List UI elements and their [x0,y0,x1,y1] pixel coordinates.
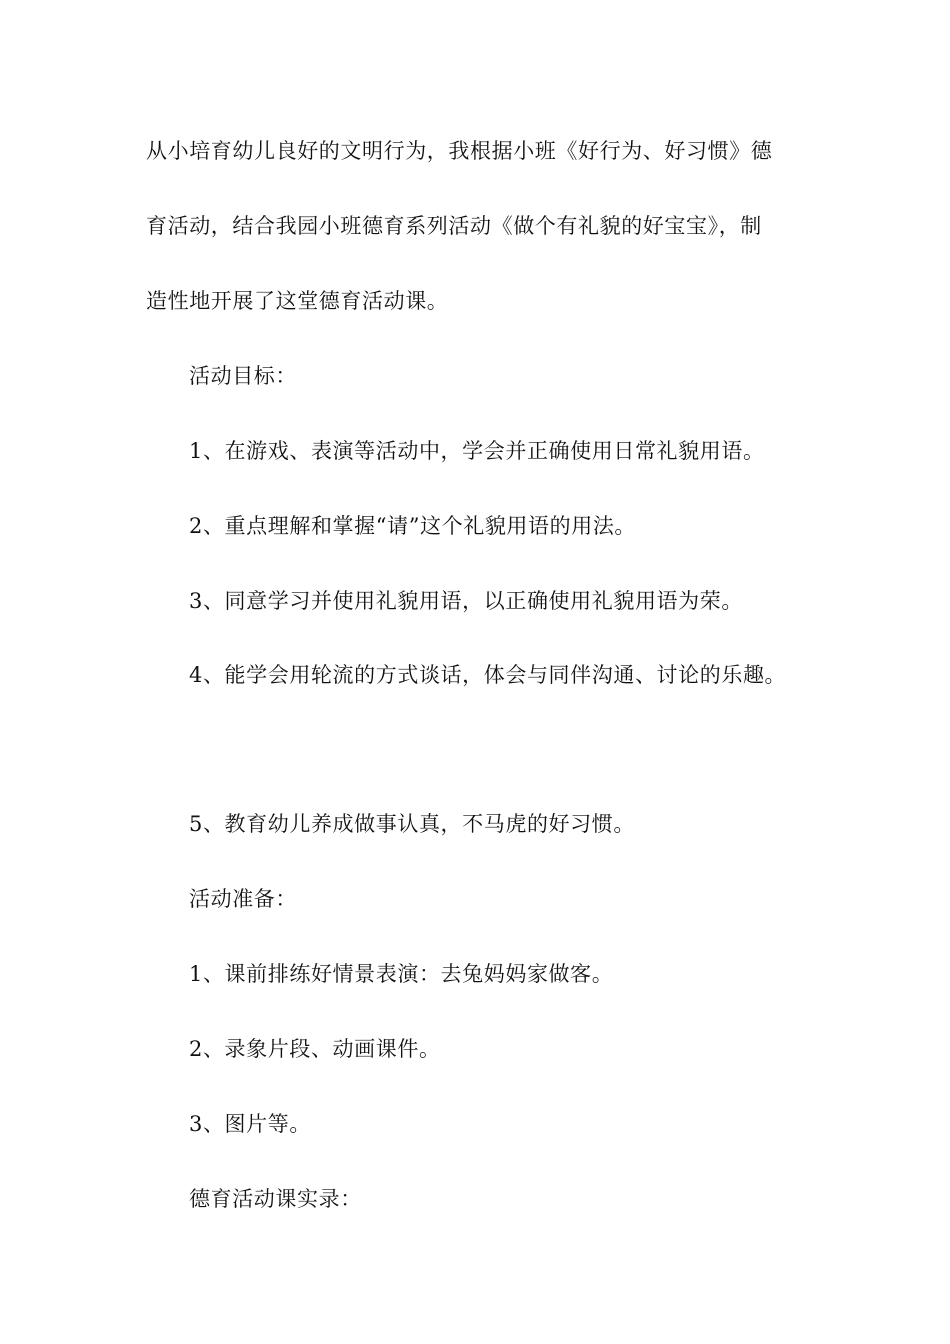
record-heading: 德育活动课实录： [189,1187,362,1211]
intro-line-3: 造性地开展了这堂德育活动课。 [146,289,449,313]
prep-item-2: 2、录象片段、动画课件。 [189,1037,441,1061]
goal-item-3: 3、同意学习并使用礼貌用语，以正确使用礼貌用语为荣。 [189,589,743,613]
prep-item-1: 1、课前排练好情景表演：去兔妈妈家做客。 [189,962,614,986]
goal-item-4: 4、能学会用轮流的方式谈话，体会与同伴沟通、讨论的乐趣。 [189,663,787,687]
intro-line-2: 育活动，结合我园小班德育系列活动《做个有礼貌的好宝宝》，制 [146,214,762,238]
goal-item-2: 2、重点理解和掌握“请”这个礼貌用语的用法。 [189,514,637,538]
prep-heading: 活动准备： [189,887,297,911]
goals-heading: 活动目标： [189,364,297,388]
intro-line-1: 从小培育幼儿良好的文明行为，我根据小班《好行为、好习惯》德 [146,139,773,163]
prep-item-3: 3、图片等。 [189,1112,311,1136]
goal-item-5: 5、教育幼儿养成做事认真，不马虎的好习惯。 [189,812,635,836]
goal-item-1: 1、在游戏、表演等活动中，学会并正确使用日常礼貌用语。 [189,439,765,463]
